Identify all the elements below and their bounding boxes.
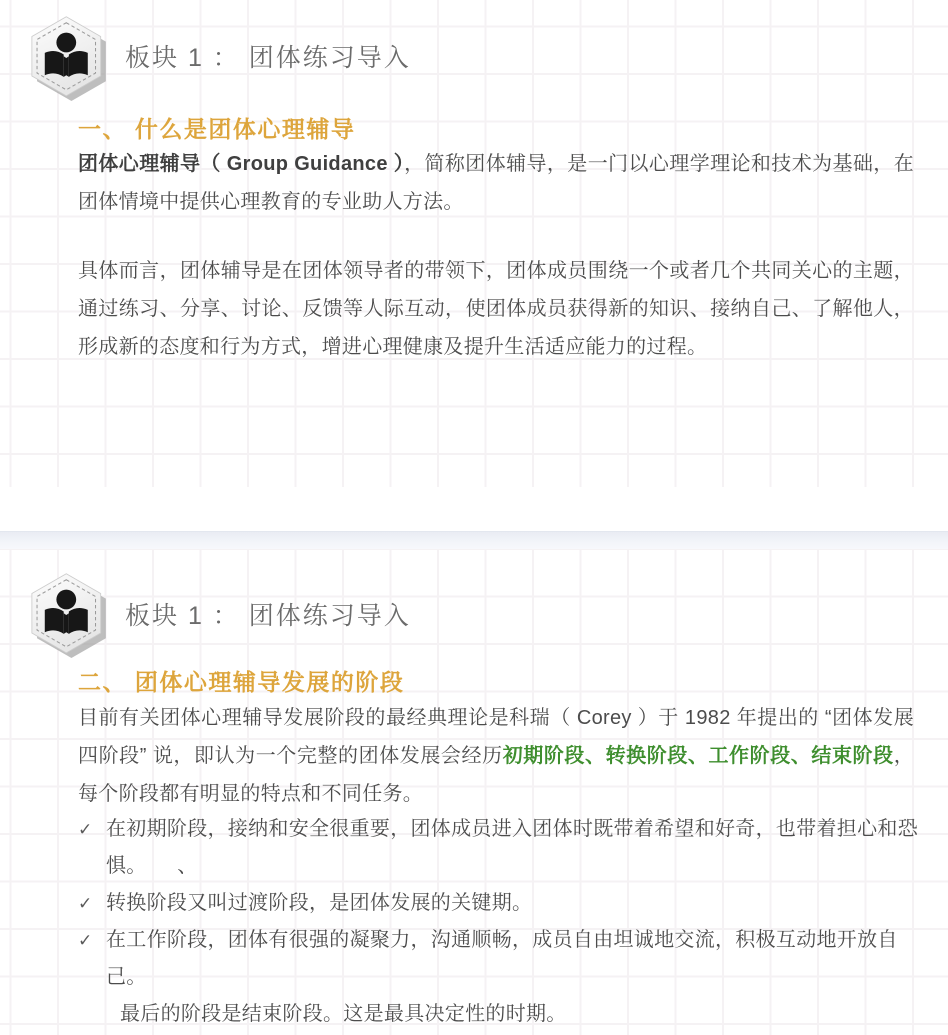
list-item-continuation: 最后的阶段是结束阶段。这是最具决定性的时期。	[120, 1003, 567, 1025]
list-item-text: 转换阶段又叫过渡阶段，是团体发展的关键期。	[106, 892, 533, 914]
checkmark-icon: ✓	[78, 820, 93, 839]
list-item	[78, 922, 920, 1033]
stages-highlight: 初期阶段、转换阶段、工作阶段、结束阶段	[502, 745, 894, 767]
stage-bullet-list	[78, 811, 920, 1033]
list-item-text	[106, 922, 920, 1033]
section-heading-2: 二、 团体心理辅导发展的阶段	[78, 669, 405, 695]
paragraph-detail: 具体而言，团体辅导是在团体领导者的带领下，团体成员围绕一个或者几个共同关心的主题，通过练习、分享、讨论、反馈等人际互动，使团体成员获得新的知识、接纳自己、了解他人，形成新的态度和行为方式，增进心理健康及提升生活适应能力的过程。	[78, 260, 914, 358]
checkmark-icon: ✓	[78, 931, 93, 950]
paragraph-stages	[78, 699, 914, 813]
definition-term: 团体心理辅导（ Group Guidance ）	[78, 153, 405, 175]
list-item	[78, 811, 920, 885]
page-divider	[0, 531, 948, 549]
module-badge	[25, 570, 111, 660]
checkmark-icon: ✓	[78, 894, 93, 913]
section-heading-1: 一、 什么是团体心理辅导	[78, 116, 356, 142]
person-reading-book-icon	[25, 13, 111, 103]
list-item	[78, 885, 920, 922]
paragraph-definition	[78, 145, 914, 221]
module-badge	[25, 13, 111, 103]
stages-intro: 目前有关团体心理辅导发展阶段的最经典理论是科瑞（ Corey ）于 1982 年提出的 “团体发展四阶段” 说，即认为一个完整的团体发展会经历	[78, 707, 914, 767]
list-item-text: 在初期阶段，接纳和安全很重要，团体成员进入团体时既带着希望和好奇，也带着担心和恐惧。 、	[106, 818, 918, 877]
person-reading-book-icon	[25, 570, 111, 660]
module-title: 板块 1 ： 团体练习导入	[125, 44, 411, 72]
definition-rest: ，简称团体辅导，是一门以心理学理论和技术为基础，在团体情境中提供心理教育的专业助人方法。	[78, 153, 914, 213]
module-title: 板块 1 ： 团体练习导入	[125, 602, 411, 630]
stages-outro: ，每个阶段都有明显的特点和不同任务。	[78, 745, 914, 805]
list-item-line: 在工作阶段，团体有很强的凝聚力，沟通顺畅，成员自由坦诚地交流，积极互动地开放自己。	[106, 929, 898, 988]
page-bottom-margin	[0, 487, 948, 531]
